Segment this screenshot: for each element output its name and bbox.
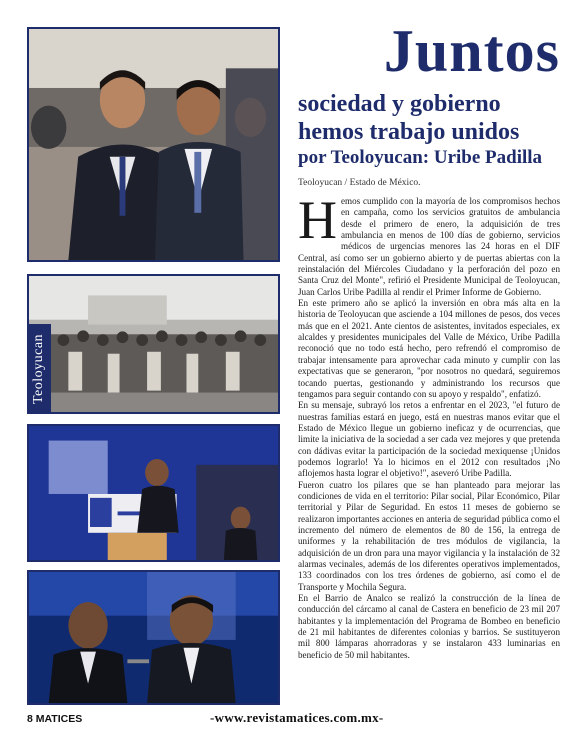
headline-line-3: hemos trabajo unidos xyxy=(298,119,520,145)
website-url: -www.revistamatices.com.mx- xyxy=(210,710,384,725)
photo-audience xyxy=(27,274,280,414)
photo-two-officials xyxy=(27,27,280,262)
article-paragraph: En este primero año se aplicó la inversión en obra más alta en la historia de Teoloyucan que asciende a 104 millones de pesos, dos veces más que en el 2021. Ante cientos de asistentes, invitados especiales, ex alcaldes y presidentes municipales del Valle de México, Uribe Padilla reconoció que no todo está hecho, pero refrendó el compromiso de trabajar intensamente para aprovechar cada minuto y cumplir con las expectativas que se generaron, "por nosotros no quedará, seguiremos tocando puertas, gestionando y administrando los recursos que tengamos para seguir contando con su apoyo y respaldo", enfatizó. xyxy=(298,298,560,399)
page-number: 8 MATICES xyxy=(27,713,83,725)
photo-podium-speech xyxy=(27,424,280,562)
article-paragraph: En su mensaje, subrayó los retos a enfrentar en el 2023, "el futuro de nuestras familias estará en juego, está en nuestras manos evitar que el Estado de México llegue un gobierno ineficaz y de ocurrencias, que limite la iniciativa de la sociedad a ser cada vez mejores y que pretenda con dádivas evitar la participación de la sociedad mexiquense ¡Unidos podemos lograrlo! Ya lo hicimos en el 2012 con resultados ¡No aflojemos hasta lograr el objetivo!", aseveró Uribe Padilla. xyxy=(298,400,560,479)
headline-line-2: sociedad y gobierno xyxy=(298,91,501,117)
drop-cap: H xyxy=(298,190,337,250)
headline-line-4: por Teoloyucan: Uribe Padilla xyxy=(298,147,543,168)
article-paragraph: En el Barrio de Analco se realizó la construcción de la línea de conducción del cárcamo al canal de Castera en beneficio de 23 mil 207 habitantes y la implementación del Programa de Bombeo en beneficio de 21 mil habitantes de diferentes colonias y barrios. Se sustituyeron mil 800 lámparas ahorradoras y se instalaron 433 luminarias en beneficio de 50 mil habitantes. xyxy=(298,593,560,660)
section-tab-label: Teoloyucan xyxy=(31,333,47,405)
headline-word: Juntos xyxy=(383,18,560,84)
dateline: Teoloyucan / Estado de México. xyxy=(298,178,421,188)
article-paragraph: emos cumplido con la mayoría de los compromisos hechos en campaña, como los servicios gratuitos de ambulancia desde el primero de enero, la adquisición de tres ambulancia en menos de 100 días de gobierno, servicios médicos de urgencias menores las 24 horas en el DIF Central, así como ser un gobierno abierto y de puertas abiertas con la reinstalación del Miércoles Ciudadano y la perforación del pozo en Santa Cruz del Monte", refirió el Presidente Municipal de Teoloyucan, Juan Carlos Uribe Padilla al rendir el Primer Informe de Gobierno. xyxy=(298,196,560,297)
article-body xyxy=(298,190,560,661)
photo-seated-officials xyxy=(27,570,280,705)
section-tab xyxy=(27,324,51,414)
headline-block xyxy=(298,20,560,170)
article-paragraph: Fueron cuatro los pilares que se han planteado para mejorar las condiciones de vida en el territorio: Pilar social, Pilar Económico, Pilar territorial y Pilar de Seguridad. En estos 11 meses de gobierno se realizaron importantes acciones en anteria de seguridad pública como el incremento del número de elementos de 80 de 156, la entrega de uniformes y la rehabilitación de tres módulos de vigilancia, la adquisición de un dron para una mayor vigilancia y la instalación de 32 alarmas vecinales, además de los diferentes operativos implementados, 133 coordinados con los tres órdenes de gobierno, así como el de Transporte y Mochila Segura. xyxy=(298,479,560,592)
